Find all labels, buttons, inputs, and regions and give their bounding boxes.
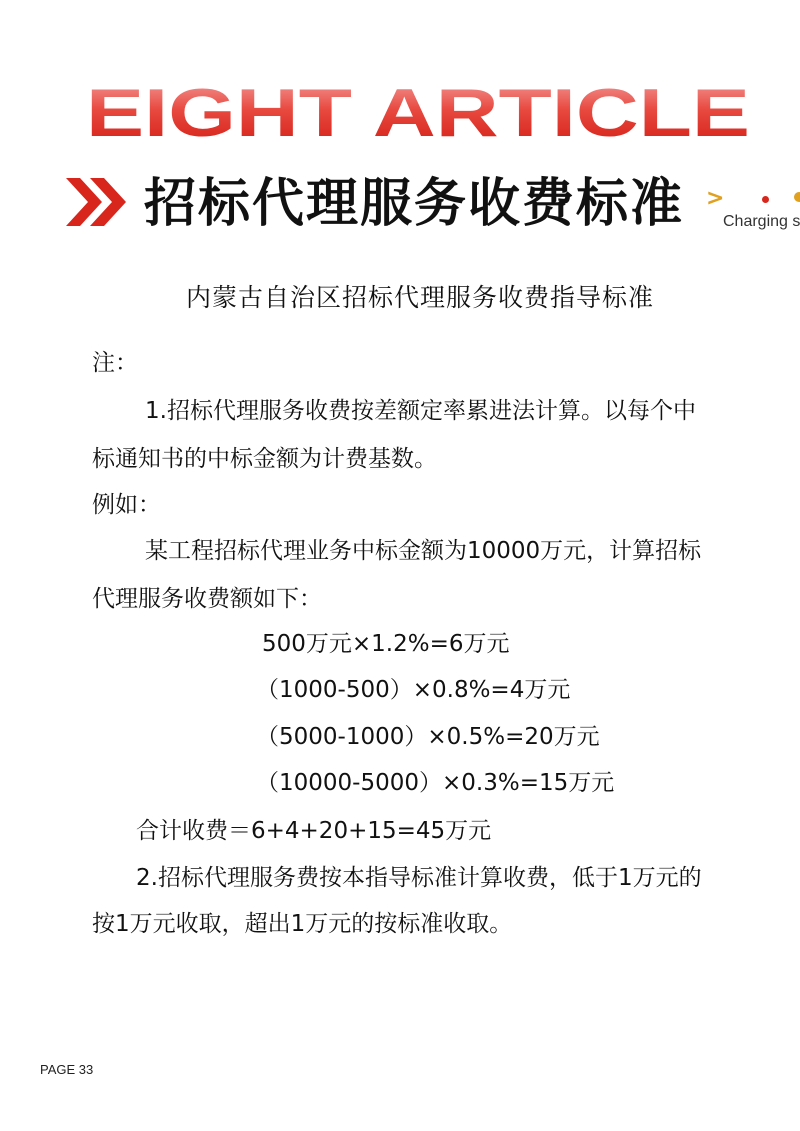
paragraph-3-line-2: 按1万元收取，超出1万元的按标准收取。 (92, 911, 513, 937)
calculation-line: 500万元×1.2%=6万元 (262, 631, 510, 657)
banner-text: EIGHT ARTICLE (86, 84, 750, 140)
title-decoration (706, 186, 800, 246)
yellow-dot-icon (794, 192, 800, 202)
total-fee-line: 合计收费＝6+4+20+15=45万元 (136, 818, 492, 844)
banner-graphic (84, 84, 752, 140)
section-title: 招标代理服务收费标准 (144, 174, 685, 234)
page-number: PAGE 33 (40, 1062, 94, 1077)
double-chevron-icon (66, 174, 128, 230)
section-header (66, 168, 800, 248)
paragraph-2-line-1: 某工程招标代理业务中标金额为10000万元，计算招标 (145, 538, 702, 564)
paragraph-2-line-2: 代理服务收费额如下： (92, 586, 322, 612)
paragraph-3-line-1: 2.招标代理服务费按本指导标准计算收费，低于1万元的 (136, 865, 702, 891)
calculation-line: （1000-500）×0.8%=4万元 (256, 677, 571, 703)
paragraph-1-line-2: 标通知书的中标金额为计费基数。 (92, 446, 437, 472)
small-chevron-icon: > (706, 186, 725, 211)
calculation-line: （10000-5000）×0.3%=15万元 (256, 770, 615, 796)
example-label: 例如： (92, 492, 161, 518)
banner (84, 84, 752, 140)
document-subtitle: 内蒙古自治区招标代理服务收费指导标准 (185, 283, 654, 312)
paragraph-1-line-1: 1.招标代理服务收费按差额定率累进法计算。以每个中 (145, 398, 696, 424)
red-dot-icon (762, 196, 769, 203)
charging-label: Charging s (723, 213, 800, 230)
note-label: 注： (92, 350, 138, 376)
calculation-line: （5000-1000）×0.5%=20万元 (256, 724, 600, 750)
